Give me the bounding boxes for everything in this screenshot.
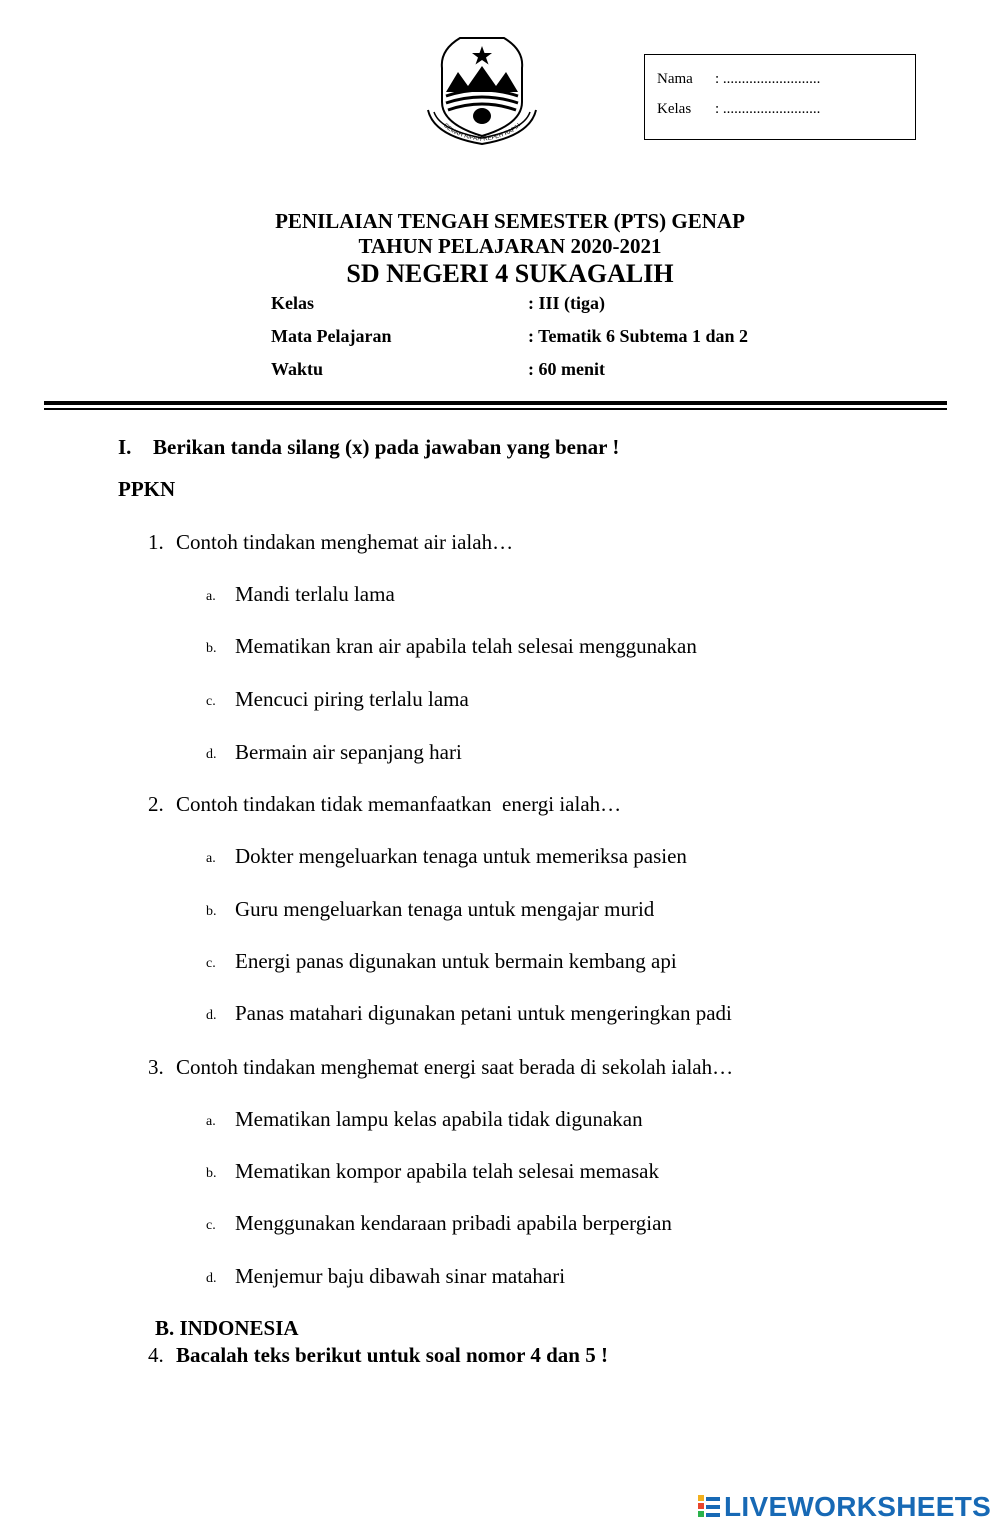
- name-field[interactable]: : ..........................: [715, 71, 821, 87]
- question-number: 4.: [148, 1343, 164, 1367]
- question-number: 2.: [148, 792, 164, 816]
- option-text: Energi panas digunakan untuk bermain kembang api: [235, 949, 677, 973]
- logo-motto: GEMAH RIPAH REPEH RAPIH: [442, 122, 522, 144]
- q2-option-c[interactable]: [206, 949, 677, 974]
- class-row: [657, 101, 820, 118]
- q3-option-b[interactable]: [206, 1159, 659, 1184]
- q3-option-d[interactable]: [206, 1264, 565, 1289]
- q1-option-c[interactable]: [206, 687, 469, 712]
- school-emblem-logo: [424, 32, 540, 152]
- question-text: Bacalah teks berikut untuk soal nomor 4 dan 5 !: [176, 1343, 608, 1367]
- option-text: Mandi terlalu lama: [235, 582, 395, 606]
- meta-subject-value: : Tematik 6 Subtema 1 dan 2: [528, 326, 749, 346]
- option-letter: c.: [206, 1218, 216, 1233]
- meta-time-label: Waktu: [271, 359, 324, 379]
- name-row: [657, 71, 820, 88]
- question-4: [148, 1343, 608, 1368]
- liveworksheets-logo-icon: [696, 1493, 722, 1521]
- option-text: Guru mengeluarkan tenaga untuk mengajar murid: [235, 897, 655, 921]
- option-letter: d.: [206, 1008, 217, 1023]
- option-letter: d.: [206, 1271, 217, 1286]
- option-letter: b.: [206, 641, 217, 656]
- option-text: Menjemur baju dibawah sinar matahari: [235, 1264, 566, 1288]
- option-letter: c.: [206, 694, 216, 709]
- liveworksheets-text: LIVEWORKSHEETS: [724, 1491, 992, 1522]
- option-letter: d.: [206, 747, 217, 762]
- school-name: SD NEGERI 4 SUKAGALIH: [346, 259, 674, 288]
- instruction-text: Berikan tanda silang (x) pada jawaban yang benar !: [153, 435, 620, 459]
- meta-subject-label: Mata Pelajaran: [271, 326, 392, 346]
- name-label: Nama: [657, 71, 693, 87]
- q1-option-a[interactable]: [206, 582, 395, 607]
- option-letter: a.: [206, 1114, 216, 1129]
- section-ppkn: PPKN: [118, 477, 176, 501]
- header-divider-thick: [44, 401, 947, 405]
- academic-year: TAHUN PELAJARAN 2020-2021: [358, 234, 662, 258]
- option-text: Mematikan kran air apabila telah selesai menggunakan: [235, 634, 697, 658]
- option-text: Mencuci piring terlalu lama: [235, 687, 469, 711]
- meta-class-value: : III (tiga): [528, 293, 605, 313]
- class-field[interactable]: : ..........................: [715, 101, 821, 117]
- option-letter: b.: [206, 904, 217, 919]
- option-letter: c.: [206, 956, 216, 971]
- option-letter: a.: [206, 851, 216, 866]
- q2-option-b[interactable]: [206, 897, 654, 922]
- q3-option-c[interactable]: [206, 1211, 672, 1236]
- q1-option-d[interactable]: [206, 740, 462, 765]
- option-text: Panas matahari digunakan petani untuk mengeringkan padi: [235, 1001, 732, 1025]
- question-text: Contoh tindakan menghemat energi saat berada di sekolah ialah…: [176, 1055, 734, 1079]
- liveworksheets-watermark[interactable]: [696, 1491, 991, 1525]
- option-text: Bermain air sepanjang hari: [235, 740, 462, 764]
- q3-option-a[interactable]: [206, 1107, 643, 1132]
- question-text: Contoh tindakan menghemat air ialah…: [176, 530, 514, 554]
- exam-title: PENILAIAN TENGAH SEMESTER (PTS) GENAP: [275, 209, 745, 233]
- q2-option-d[interactable]: [206, 1001, 732, 1026]
- svg-text:GEMAH RIPAH REPEH RAPIH: [442, 123, 522, 143]
- student-identity-box: [644, 54, 916, 140]
- header-divider-thin: [44, 408, 947, 410]
- section-indonesia: B. INDONESIA: [155, 1316, 299, 1340]
- q1-option-b[interactable]: [206, 634, 697, 659]
- option-text: Menggunakan kendaraan pribadi apabila berpergian: [235, 1211, 672, 1235]
- question-text: Contoh tindakan tidak memanfaatkan energi ialah…: [176, 792, 622, 816]
- instruction-roman: I.: [118, 435, 132, 459]
- option-letter: a.: [206, 589, 216, 604]
- option-text: Mematikan kompor apabila telah selesai memasak: [235, 1159, 659, 1183]
- question-number: 3.: [148, 1055, 164, 1079]
- option-text: Mematikan lampu kelas apabila tidak digunakan: [235, 1107, 643, 1131]
- meta-class-label: Kelas: [271, 293, 314, 313]
- question-number: 1.: [148, 530, 164, 554]
- class-label: Kelas: [657, 101, 692, 117]
- question-2: [148, 792, 621, 817]
- q2-option-a[interactable]: [206, 844, 687, 869]
- option-text: Dokter mengeluarkan tenaga untuk memeriksa pasien: [235, 844, 687, 868]
- question-1: [148, 530, 513, 555]
- meta-time-value: : 60 menit: [528, 359, 605, 379]
- question-3: [148, 1055, 733, 1080]
- option-letter: b.: [206, 1166, 217, 1181]
